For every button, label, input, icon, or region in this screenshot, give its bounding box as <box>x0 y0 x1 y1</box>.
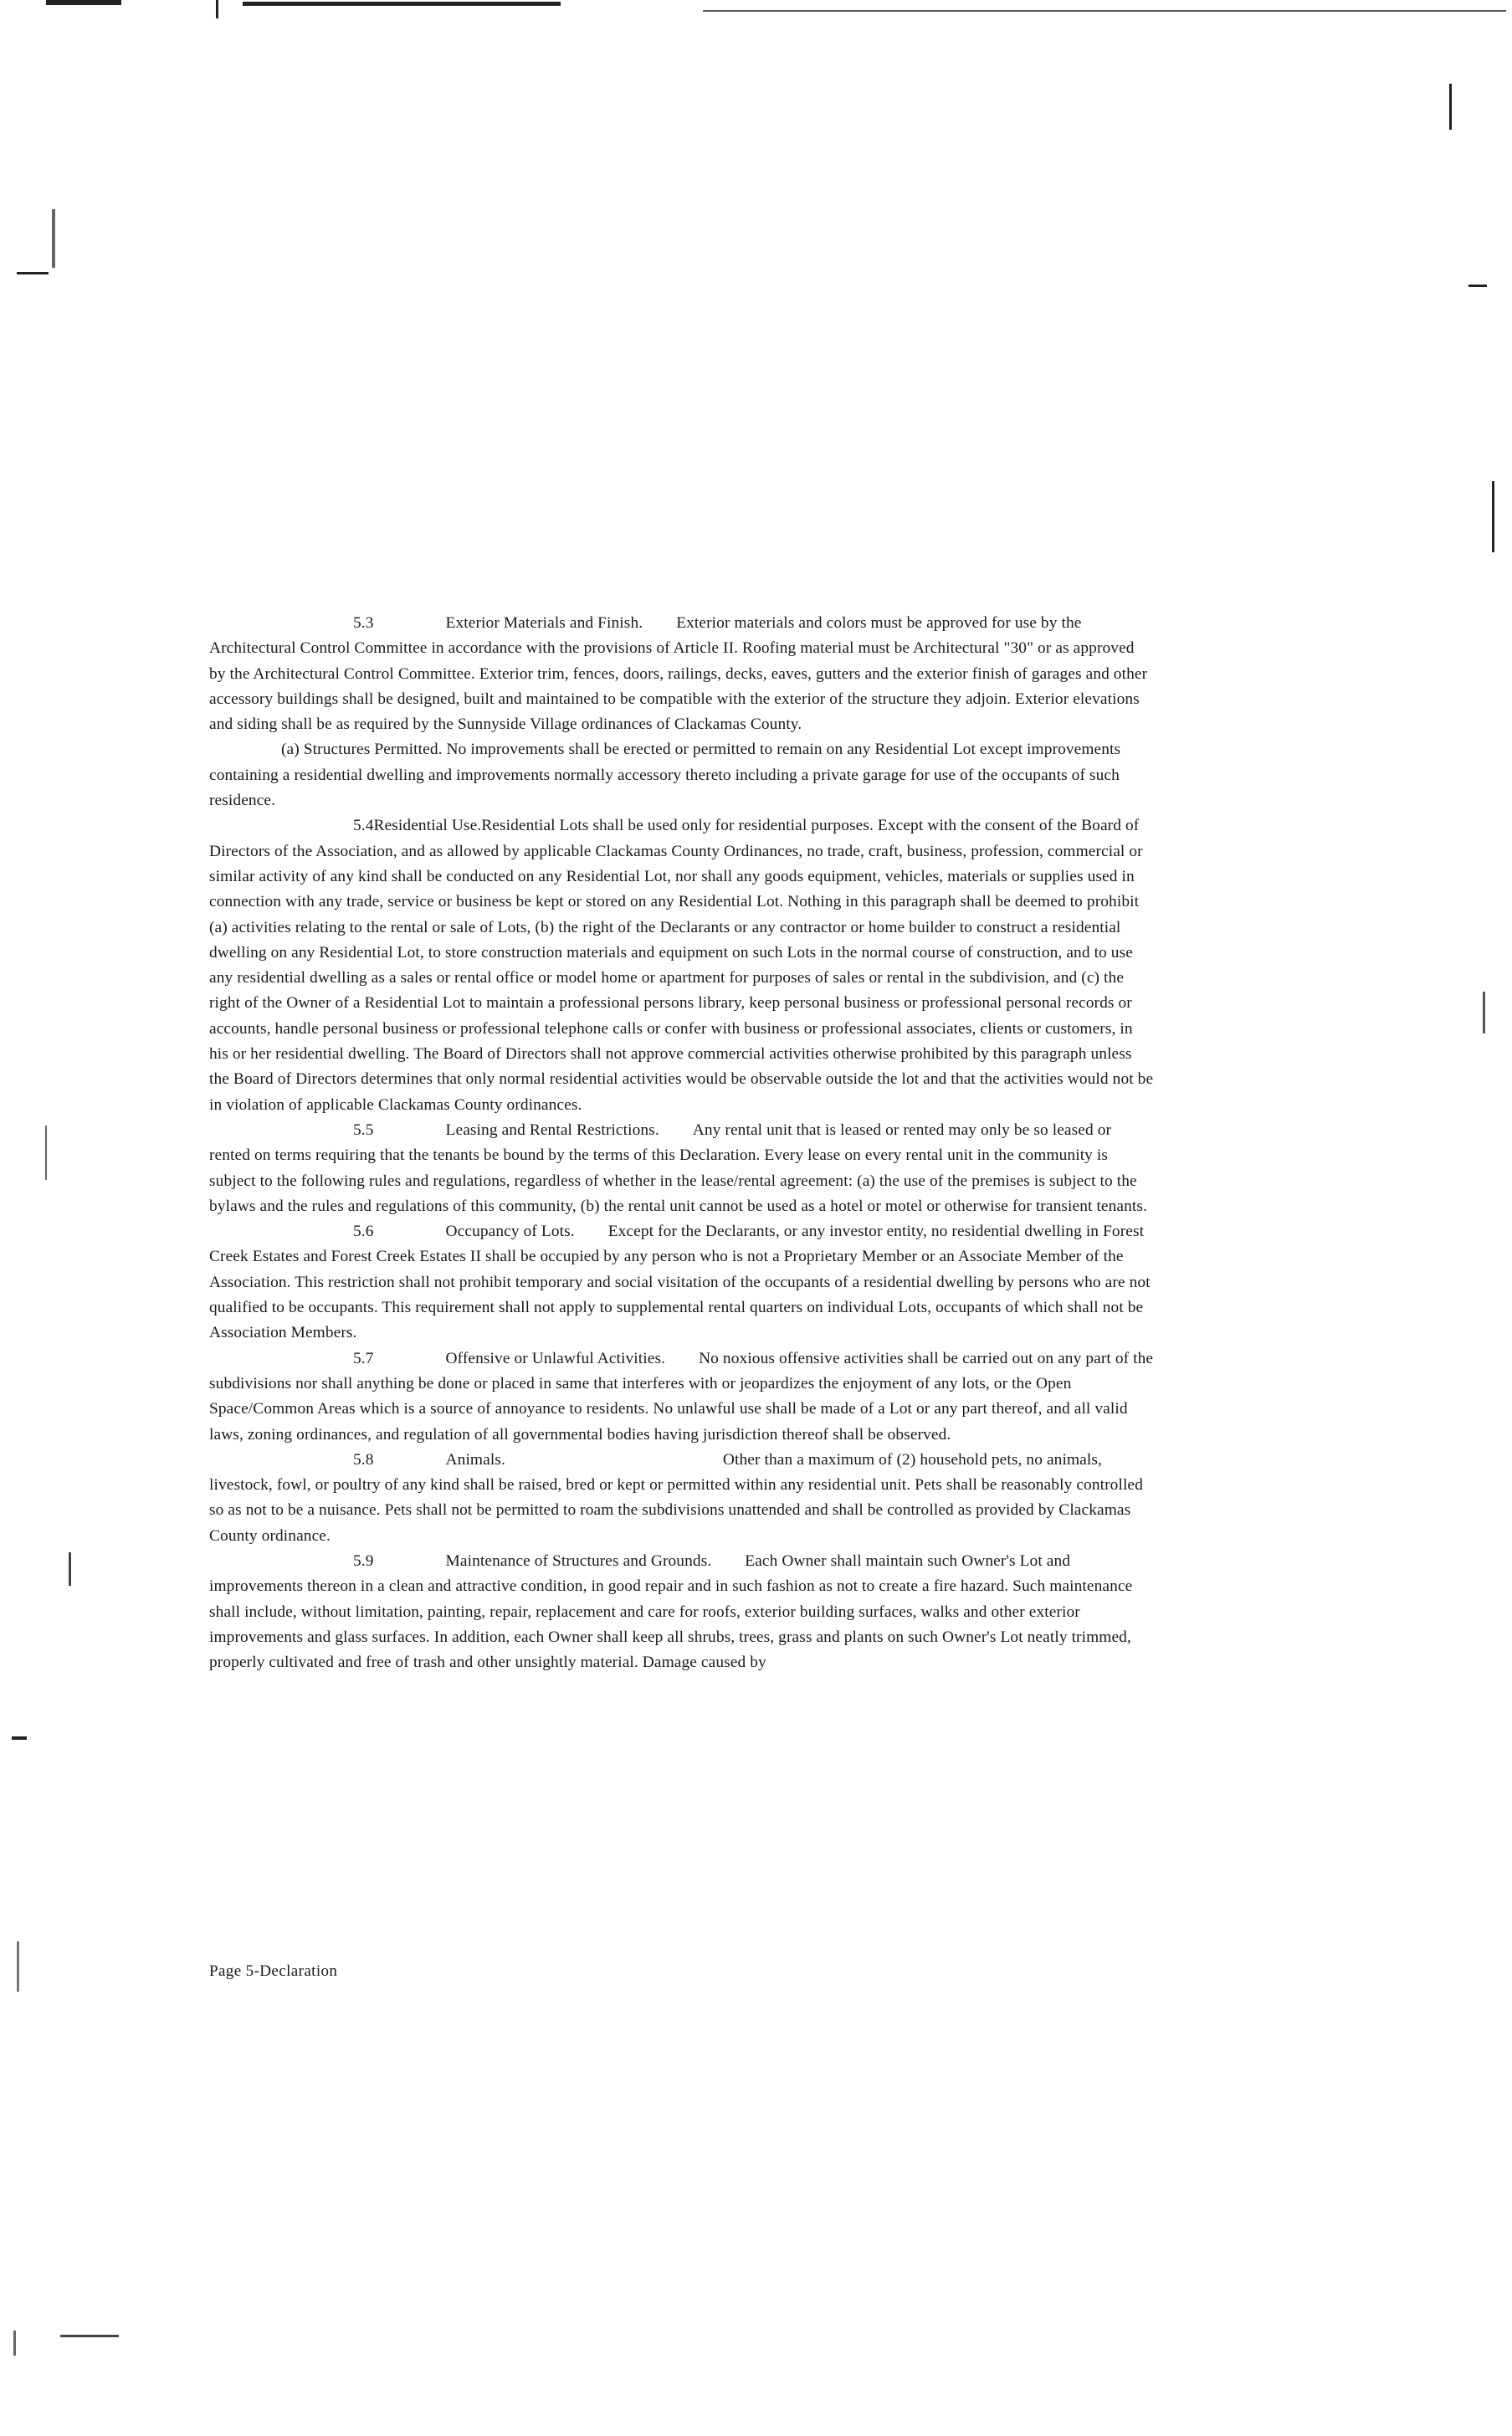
section-5-7 <box>209 1346 1155 1448</box>
section-text: No noxious offensive activities shall be carried out on any part of the subdivisions nor shall anything be done or placed in same that interferes with or jeopardizes the enjoyment of any lots, or the Open Space/Common Areas which is a source of annoyance to residents. No unlawful use shall be made of a Lot or any part thereof, and all valid laws, zoning ordinances, and regulation of all governmental bodies having jurisdiction thereof shall be observed. <box>209 1349 1154 1444</box>
section-title: Residential Use. <box>373 817 482 835</box>
document-body <box>209 611 1155 1675</box>
scan-artifact-left-bar-2 <box>69 1552 71 1586</box>
section-text: Except for the Declarants, or any investor entity, no residential dwelling in Forest Creek Estates and Forest Creek Estates II shall be occupied by any person who is not a Proprietary Member or an Associate Member of the Association. This restriction shall not prohibit temporary and social visitation of the occupants of a residential dwelling by persons who are not qualified to be occupants. This requirement shall not apply to supplemental rental quarters on individual Lots, occupants of which shall not be Association Members. <box>209 1223 1151 1342</box>
section-title: Animals. <box>445 1450 505 1469</box>
scan-artifact-top-tick <box>216 0 218 18</box>
section-5-3-a <box>209 737 1155 813</box>
section-5-5 <box>209 1118 1155 1219</box>
subsection-text: (a) Structures Permitted. No improvements shall be erected or permitted to remain on any Residential Lot except improvements containing a residential dwelling and improvements normally accessory thereto including a private garage for use of the occupants of such residence. <box>209 741 1121 810</box>
section-number: 5.6 <box>353 1223 374 1241</box>
scan-artifact-bottom-left <box>60 2335 119 2337</box>
scan-artifact-left-bar-4 <box>13 2331 16 2356</box>
scan-artifact-left-bar-1 <box>45 1126 47 1180</box>
section-5-3 <box>209 611 1155 737</box>
section-title: Exterior Materials and Finish. <box>445 614 643 632</box>
section-text: Each Owner shall maintain such Owner's Lot and improvements thereon in a clean and attractive condition, in good repair and in such fashion as not to create a fire hazard. Such maintenance shall include, without limitation, painting, repair, replacement and care for roofs, exterior building surfaces, walks and other exterior improvements and glass surfaces. In addition, each Owner shall keep all shrubs, trees, grass and plants on such Owner's Lot neatly trimmed, properly cultivated and free of trash and other unsightly material. Damage caused by <box>209 1551 1133 1672</box>
section-number: 5.8 <box>353 1450 374 1469</box>
section-title: Maintenance of Structures and Grounds. <box>445 1551 712 1570</box>
section-text: Exterior materials and colors must be approved for use by the Architectural Control Committee in accordance with the provisions of Article II. Roofing material must be Architectural "30" or as approved by the Architectural Control Committee. Exterior trim, fences, doors, railings, decks, eaves, gutters and the exterior finish of garages and other accessory buildings shall be designed, built and maintained to be compatible with the exterior of the structure they adjoin. Exterior elevations and siding shall be as required by the Sunnyside Village ordinances of Clackamas County. <box>209 614 1148 734</box>
scan-artifact-top-right <box>703 10 1506 12</box>
section-5-9 <box>209 1549 1155 1675</box>
scan-artifact-top-bar <box>243 2 561 6</box>
scan-artifact-right-bar-3 <box>1483 992 1485 1033</box>
section-number: 5.3 <box>353 614 374 632</box>
scan-artifact-top-left <box>46 0 121 5</box>
scan-artifact-left-line <box>17 272 49 274</box>
page-footer: Page 5-Declaration <box>209 1962 338 1980</box>
section-text: Any rental unit that is leased or rented may only be so leased or rented on terms requiring that the tenants be bound by the terms of this Declaration. Every lease on every rental unit in the community is subject to the following rules and regulations, regardless of whether in the lease/rental agreement: (a) the use of the premises is subject to the bylaws and the rules and regulations of this community, (b) the rental unit cannot be used as a hotel or motel or otherwise for transient tenants. <box>209 1121 1148 1215</box>
section-number: 5.5 <box>353 1121 374 1139</box>
section-5-4 <box>209 813 1155 1118</box>
scan-artifact-right-bar-2 <box>1492 481 1494 552</box>
scan-artifact-right-bar-1 <box>1449 84 1452 130</box>
scan-artifact-left-bar-3 <box>17 1941 19 1992</box>
section-5-6 <box>209 1219 1155 1346</box>
section-title: Leasing and Rental Restrictions. <box>445 1121 659 1139</box>
section-5-8 <box>209 1448 1155 1549</box>
scan-artifact-left-dash-2 <box>12 1736 27 1740</box>
section-number: 5.9 <box>353 1551 374 1570</box>
scan-artifact-right-dash <box>1468 285 1487 287</box>
scan-artifact-left-dash <box>52 209 55 268</box>
section-text: Other than a maximum of (2) household pets, no animals, livestock, fowl, or poultry of any kind shall be raised, bred or kept or permitted within any residential unit. Pets shall be reasonably controlled so as not to be a nuisance. Pets shall not be permitted to roam the subdivisions unattended and shall be controlled as provided by Clackamas County ordinance. <box>209 1450 1143 1545</box>
section-number: 5.4 <box>353 817 374 835</box>
section-text: Residential Lots shall be used only for residential purposes. Except with the consent of the Board of Directors of the Association, and as allowed by applicable Clackamas County Ordinances, no trade, craft, business, profession, commercial or similar activity of any kind shall be conducted on any Residential Lot, nor shall any goods equipment, vehicles, materials or supplies used in connection with any trade, service or business be kept or stored on any Residential Lot. Nothing in this paragraph shall be deemed to prohibit (a) activities relating to the rental or sale of Lots, (b) the right of the Declarants or any contractor or home builder to construct a residential dwelling on any Residential Lot, to store construction materials and equipment on such Lots in the normal course of construction, and to use any residential dwelling as a sales or rental office or model home or apartment for purposes of sales or rental in the subdivision, and (c) the right of the Owner of a Residential Lot to maintain a professional persons library, keep personal business or professional personal records or accounts, handle personal business or professional telephone calls or confer with business or professional associates, clients or customers, in his or her residential dwelling. The Board of Directors shall not approve commercial activities otherwise prohibited by this paragraph unless the Board of Directors determines that only normal residential activities would be observable outside the lot and that the activities would not be in violation of applicable Clackamas County ordinances. <box>209 817 1154 1114</box>
section-number: 5.7 <box>353 1349 374 1367</box>
section-title: Occupancy of Lots. <box>445 1223 575 1241</box>
section-title: Offensive or Unlawful Activities. <box>445 1349 666 1367</box>
